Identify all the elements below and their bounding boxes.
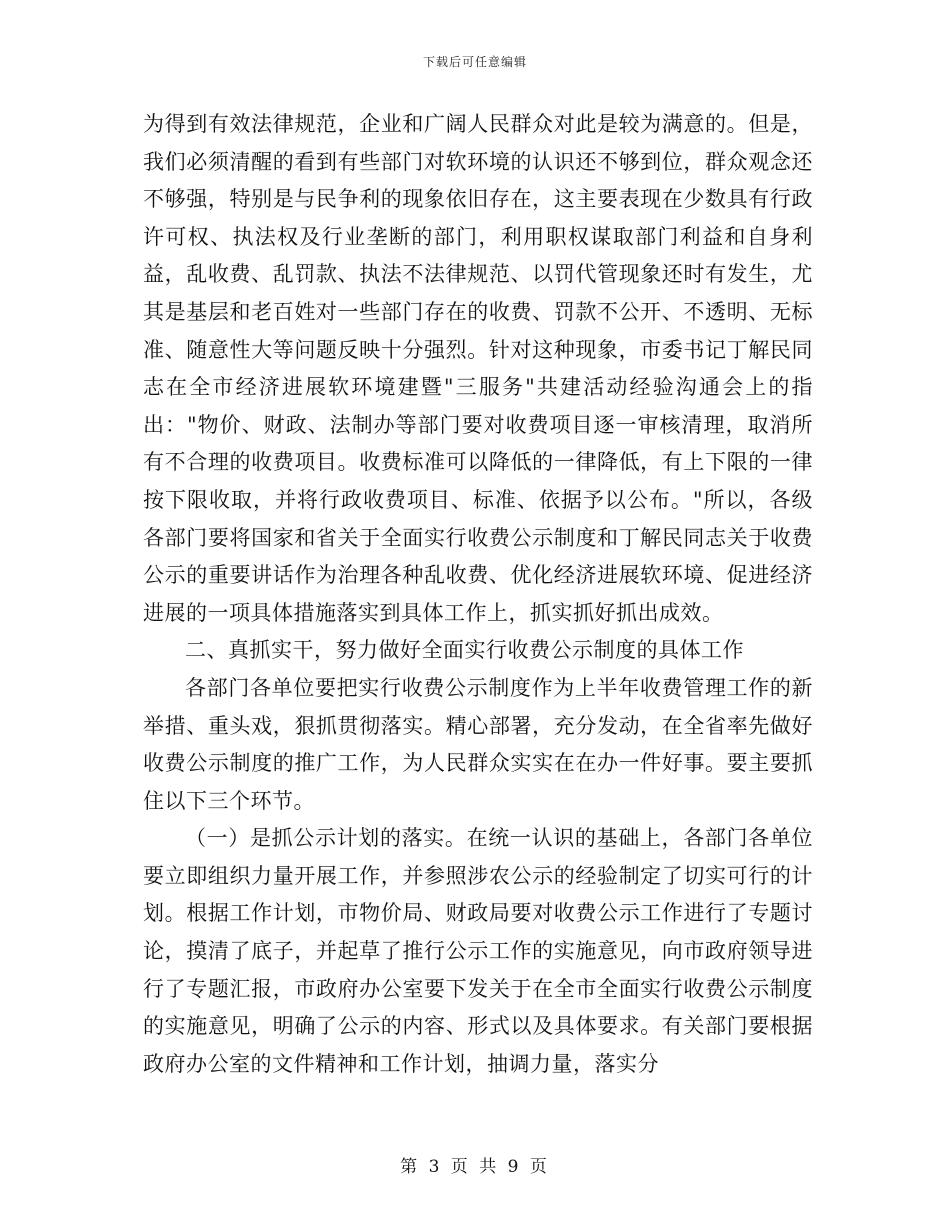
section-heading: 二、真抓实干，努力做好全面实行收费公示制度的具体工作: [185, 638, 744, 663]
page-header: 下载后可任意编辑: [422, 55, 527, 69]
document-body: [143, 106, 813, 1083]
paragraph: 各部门各单位要把实行收费公示制度作为上半年收费管理工作的新举措、重头戏，狠抓贯彻落实。精心部署，充分发动，在全省率先做好收费公示制度的推广工作，为人民群众实实在在办一件好事。要主要抓住以下三个环节。: [143, 675, 813, 813]
paragraph: （一）是抓公示计划的落实。在统一认识的基础上，各部门各单位要立即组织力量开展工作，并参照涉农公示的经验制定了切实可行的计划。根据工作计划，市物价局、财政局要对收费公示工作进行了专题讨论，摸清了底子，并起草了推行公示工作的实施意见，向市政府领导进行了专题汇报，市政府办公室要下发关于在全市全面实行收费公示制度的实施意见，明确了公示的内容、形式以及具体要求。有关部门要根据政府办公室的文件精神和工作计划，抽调力量，落实分: [143, 826, 813, 1076]
paragraph-continuation: 为得到有效法律规范，企业和广阔人民群众对此是较为满意的。但是，我们必须清醒的看到有些部门对软环境的认识还不够到位，群众观念还不够强，特别是与民争利的现象依旧存在，这主要表现在少数具有行政许可权、执法权及行业垄断的部门，利用职权谋取部门利益和自身利益，乱收费、乱罚款、执法不法律规范、以罚代管现象还时有发生，尤其是基层和老百姓对一些部门存在的收费、罚款不公开、不透明、无标准、随意性大等问题反映十分强烈。针对这种现象，市委书记丁解民同志在全市经济进展软环境建暨"三服务"共建活动经验沟通会上的指出："物价、财政、法制办等部门要对收费项目逐一审核清理，取消所有不合理的收费项目。收费标准可以降低的一律降低，有上下限的一律按下限收取，并将行政收费项目、标准、依据予以公布。"所以，各级各部门要将国家和省关于全面实行收费公示制度和丁解民同志关于收费公示的重要讲话作为治理各种乱收费、优化经济进展软环境、促进经济进展的一项具体措施落实到具体工作上，抓实抓好抓出成效。: [143, 112, 813, 625]
page-number: 第 3 页 共 9 页: [400, 1157, 550, 1177]
